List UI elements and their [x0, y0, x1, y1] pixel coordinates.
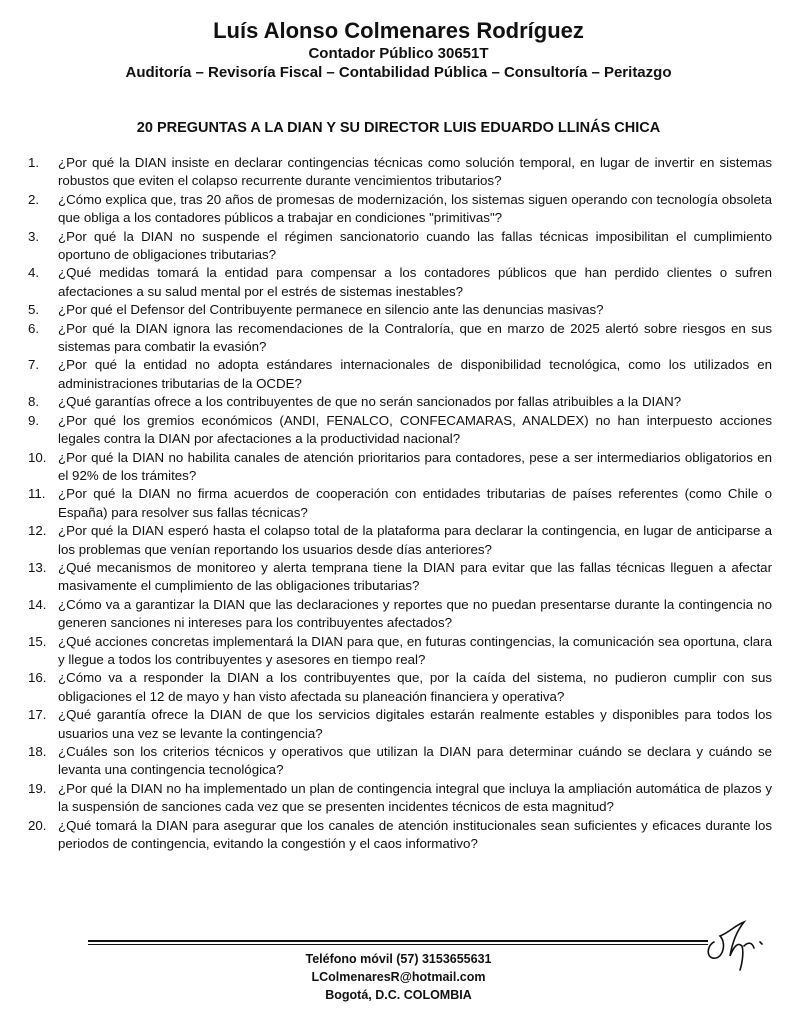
item-number: 9.: [28, 412, 40, 428]
footer-divider-thin: [88, 944, 708, 945]
item-number: 14.: [28, 596, 47, 612]
item-number: 2.: [28, 191, 40, 207]
list-item: [28, 449, 772, 486]
author-profession: Contador Público 30651T: [308, 45, 489, 62]
document-title: 20 PREGUNTAS A LA DIAN Y SU DIRECTOR LUIS EDUARDO LLINÁS CHICA: [136, 120, 661, 136]
item-number: 18.: [28, 744, 47, 759]
question-text: ¿Cómo explica que, tras 20 años de promesas de modernización, los sistemas siguen operando con tecnología obsoleta que obliga a los contadores públicos a trabajar en condiciones "primitivas"?: [58, 191, 772, 226]
questions-list: [28, 154, 772, 853]
footer-city: Bogotá, D.C. COLOMBIA: [325, 988, 472, 1002]
letterhead: [0, 14, 797, 82]
item-number: 7.: [28, 357, 40, 373]
item-number: 4.: [28, 265, 40, 281]
question-text: ¿Qué garantías ofrece a los contribuyentes de que no serán sancionados por fallas atribuibles a la DIAN?: [58, 394, 682, 410]
question-text: ¿Por qué la DIAN no ha implementado un plan de contingencia integral que incluya la ampliación automática de plazos y la suspensión de sanciones cada vez que se presenten incidentes técnicos de esta magnitud?: [58, 780, 772, 815]
question-text: ¿Por qué la DIAN no habilita canales de atención prioritarios para contadores, pese a ser intermediarios obligatorios en el 92% de los trámites?: [58, 449, 772, 483]
item-number: 6.: [28, 320, 40, 336]
question-text: ¿Por qué la entidad no adopta estándares internacionales de disponibilidad tecnológica, como los utilizados en administraciones tributarias de la OCDE?: [58, 357, 772, 391]
list-item: [28, 559, 772, 596]
list-item: [28, 669, 772, 706]
item-number: 8.: [28, 394, 40, 410]
list-item: [28, 154, 772, 191]
item-number: 20.: [28, 817, 47, 833]
item-number: 15.: [28, 633, 47, 649]
item-number: 3.: [28, 228, 40, 244]
question-text: ¿Por qué la DIAN no suspende el régimen sancionatorio cuando las fallas técnicas imposibilitan el cumplimiento oportuno de obligaciones tributarias?: [58, 228, 772, 263]
list-item: [28, 596, 772, 633]
list-item: [28, 356, 772, 393]
item-number: 1.: [28, 155, 40, 170]
item-number: 17.: [28, 707, 47, 723]
footer-phone: Teléfono móvil (57) 3153655631: [305, 952, 492, 966]
list-item: [28, 412, 772, 449]
question-text: ¿Por qué la DIAN ignora las recomendaciones de la Contraloría, que en marzo de 2025 alertó sobre riesgos en sus sistemas para combatir la evasión?: [58, 320, 772, 355]
item-number: 5.: [28, 302, 40, 318]
author-services: Auditoría – Revisoría Fiscal – Contabilidad Pública – Consultoría – Peritazgo: [125, 64, 672, 81]
item-number: 12.: [28, 523, 47, 539]
question-text: ¿Qué mecanismos de monitoreo y alerta temprana tiene la DIAN para evitar que las fallas técnicas lleguen a afectar masivamente el cumplimiento de las obligaciones tributarias?: [58, 559, 772, 594]
question-text: ¿Por qué la DIAN no firma acuerdos de cooperación con entidades tributarias de países referentes (como Chile o España) para resolver sus fallas técnicas?: [58, 486, 772, 520]
question-text: ¿Qué tomará la DIAN para asegurar que los canales de atención institucionales sean suficientes y eficaces durante los periodos de contingencia, evitando la congestión y el caos informativo?: [58, 817, 772, 852]
list-item: [28, 706, 772, 743]
item-number: 19.: [28, 780, 47, 796]
list-item: [28, 393, 772, 411]
item-number: 16.: [28, 670, 47, 686]
list-item: [28, 522, 772, 559]
item-number: 13.: [28, 559, 47, 575]
question-text: ¿Qué medidas tomará la entidad para compensar a los contadores públicos que han perdido clientes o sufren afectaciones a su salud mental por el estrés de sistemas inestables?: [58, 265, 772, 299]
list-item: [28, 633, 772, 670]
question-text: ¿Por qué la DIAN esperó hasta el colapso total de la plataforma para declarar la contingencia, en lugar de anticiparse a los problemas que venían reportando los usuarios desde días anteriores?: [58, 523, 772, 557]
question-text: ¿Qué garantía ofrece la DIAN de que los servicios digitales estarán realmente estables y disponibles para todos los usuarios una vez se levante la contingencia?: [58, 707, 772, 741]
question-text: ¿Por qué los gremios económicos (ANDI, FENALCO, CONFECAMARAS, ANALDEX) no han interpuesto acciones legales contra la DIAN por afectaciones a la productividad nacional?: [58, 412, 772, 447]
author-name: Luís Alonso Colmenares Rodríguez: [213, 18, 584, 43]
question-text: ¿Cómo va a responder la DIAN a los contribuyentes que, por la caída del sistema, no pudieron cumplir con sus obligaciones el 12 de mayo y han visto afectada su planeación financiera y operativa?: [58, 670, 772, 704]
list-item: [28, 485, 772, 522]
footer: [0, 950, 797, 1004]
list-item: [28, 743, 772, 780]
footer-email: LColmenaresR@hotmail.com: [311, 970, 486, 984]
list-item: [28, 191, 772, 228]
footer-divider: [88, 940, 708, 942]
question-text: ¿Por qué el Defensor del Contribuyente permanece en silencio ante las denuncias masivas?: [58, 302, 604, 318]
list-item: [28, 320, 772, 357]
question-text: ¿Cómo va a garantizar la DIAN que las declaraciones y reportes que no puedan presentarse durante la contingencia no generen sanciones ni intereses para los contribuyentes afectados?: [58, 596, 772, 631]
question-text: ¿Cuáles son los criterios técnicos y operativos que utilizan la DIAN para determinar cuándo se declara y cuándo se levanta una contingencia tecnológica?: [58, 744, 772, 778]
list-item: [28, 264, 772, 301]
list-item: [28, 228, 772, 265]
list-item: [28, 780, 772, 817]
list-item: [28, 817, 772, 854]
list-item: [28, 301, 772, 319]
question-text: ¿Por qué la DIAN insiste en declarar contingencias técnicas como solución temporal, en lugar de invertir en sistemas robustos que eviten el colapso recurrente durante vencimientos tributarios?: [58, 155, 772, 189]
item-number: 10.: [28, 449, 47, 465]
question-text: ¿Qué acciones concretas implementará la DIAN para que, en futuras contingencias, la comunicación sea oportuna, clara y llegue a todos los contribuyentes y asesores en tiempo real?: [58, 633, 772, 667]
item-number: 11.: [28, 486, 46, 502]
